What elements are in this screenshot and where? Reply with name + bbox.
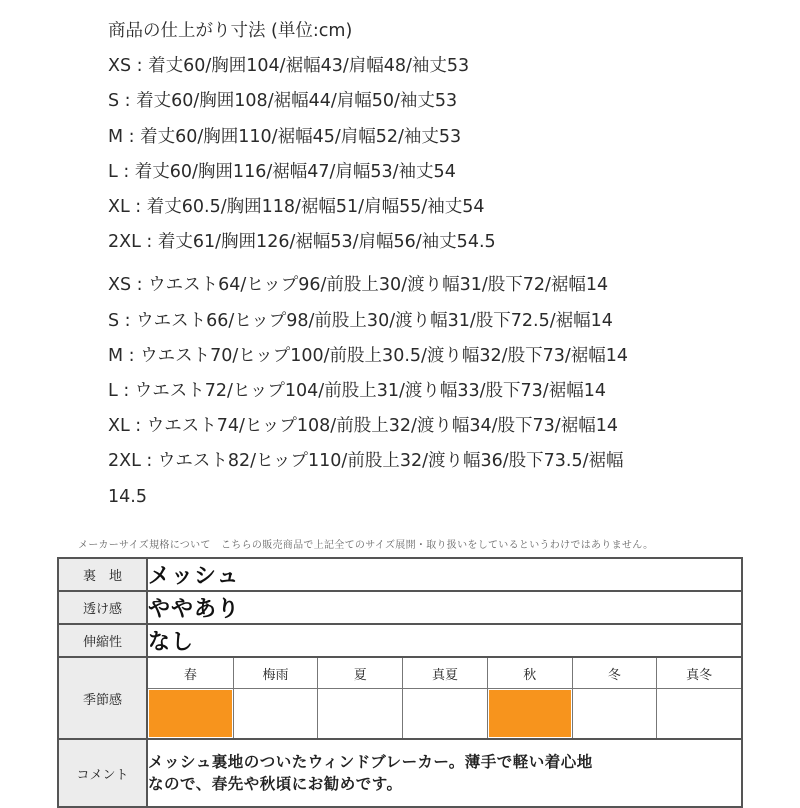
spec-row-comment xyxy=(58,739,742,807)
season-name: 梅雨 xyxy=(234,658,318,689)
top-size-2xl: 2XL : 着丈61/胸囲126/裾幅53/肩幅56/袖丈54.5 xyxy=(108,232,496,253)
stretch-label: 伸縮性 xyxy=(58,624,147,657)
comment-text xyxy=(147,739,742,807)
season-indicator xyxy=(574,690,656,737)
season-winter xyxy=(572,658,657,738)
season-indicator xyxy=(319,690,401,737)
sheer-label: 透け感 xyxy=(58,591,147,624)
top-size-l: L : 着丈60/胸囲116/裾幅47/肩幅53/袖丈54 xyxy=(108,161,456,182)
season-indicator xyxy=(149,690,232,737)
lining-label: 裏 地 xyxy=(58,558,147,591)
season-summer xyxy=(317,658,402,738)
bottom-size-m: M : ウエスト70/ヒップ100/前股上30.5/渡り幅32/股下73/裾幅14 xyxy=(108,345,629,366)
spec-row-lining xyxy=(58,558,742,591)
spec-row-stretch xyxy=(58,624,742,657)
sizes-title: 商品の仕上がり寸法 (単位:cm) xyxy=(108,21,353,41)
top-size-m: M : 着丈60/胸囲110/裾幅45/肩幅52/袖丈53 xyxy=(108,126,462,147)
top-size-xl: XL : 着丈60.5/胸囲118/裾幅51/肩幅55/袖丈54 xyxy=(108,197,485,218)
comment-line: メッシュ裏地のついたウィンドブレーカー。薄手で軽い着心地 xyxy=(148,753,593,771)
season-name: 秋 xyxy=(488,658,572,689)
lining-value: メッシュ xyxy=(147,558,742,591)
season-indicator xyxy=(489,690,571,737)
season-midwinter xyxy=(656,658,741,738)
spec-row-season xyxy=(58,657,742,739)
size-chart xyxy=(108,14,788,515)
season-name: 春 xyxy=(148,658,233,689)
bottom-size-xs: XS : ウエスト64/ヒップ96/前股上30/渡り幅31/股下72/裾幅14 xyxy=(108,275,609,296)
spec-row-sheer xyxy=(58,591,742,624)
maker-size-note: メーカーサイズ規格について こちらの販売商品で上記全てのサイズ展開・取り扱いをしているというわけではありません。 xyxy=(78,540,654,551)
season-indicator xyxy=(658,690,740,737)
comment-line: なので、春先や秋頃にお勧めです。 xyxy=(148,775,403,793)
top-size-xs: XS : 着丈60/胸囲104/裾幅43/肩幅48/袖丈53 xyxy=(108,56,470,77)
season-name: 真夏 xyxy=(403,658,487,689)
season-name: 真冬 xyxy=(657,658,741,689)
season-grid xyxy=(148,658,741,738)
size-gap xyxy=(108,260,788,268)
stretch-value: なし xyxy=(147,624,742,657)
season-indicator xyxy=(404,690,486,737)
spec-table xyxy=(57,557,743,808)
top-size-s: S : 着丈60/胸囲108/裾幅44/肩幅50/袖丈53 xyxy=(108,91,458,112)
season-name: 冬 xyxy=(573,658,657,689)
season-spring xyxy=(148,658,233,738)
bottom-size-s: S : ウエスト66/ヒップ98/前股上30/渡り幅31/股下72.5/裾幅14 xyxy=(108,310,613,331)
comment-label: コメント xyxy=(58,739,147,807)
season-grid-cell xyxy=(147,657,742,739)
bottom-size-2xl: 2XL : ウエスト82/ヒップ110/前股上32/渡り幅36/股下73.5/裾幅 xyxy=(108,451,624,472)
bottom-size-2xl-cont: 14.5 xyxy=(108,486,147,507)
season-label: 季節感 xyxy=(58,657,147,739)
season-midsummer xyxy=(402,658,487,738)
season-rainy xyxy=(233,658,318,738)
sheer-value: ややあり xyxy=(147,591,742,624)
bottom-size-xl: XL : ウエスト74/ヒップ108/前股上32/渡り幅34/股下73/裾幅14 xyxy=(108,416,618,437)
bottom-size-l: L : ウエスト72/ヒップ104/前股上31/渡り幅33/股下73/裾幅14 xyxy=(108,381,606,402)
season-autumn xyxy=(487,658,572,738)
season-indicator xyxy=(235,690,317,737)
season-name: 夏 xyxy=(318,658,402,689)
